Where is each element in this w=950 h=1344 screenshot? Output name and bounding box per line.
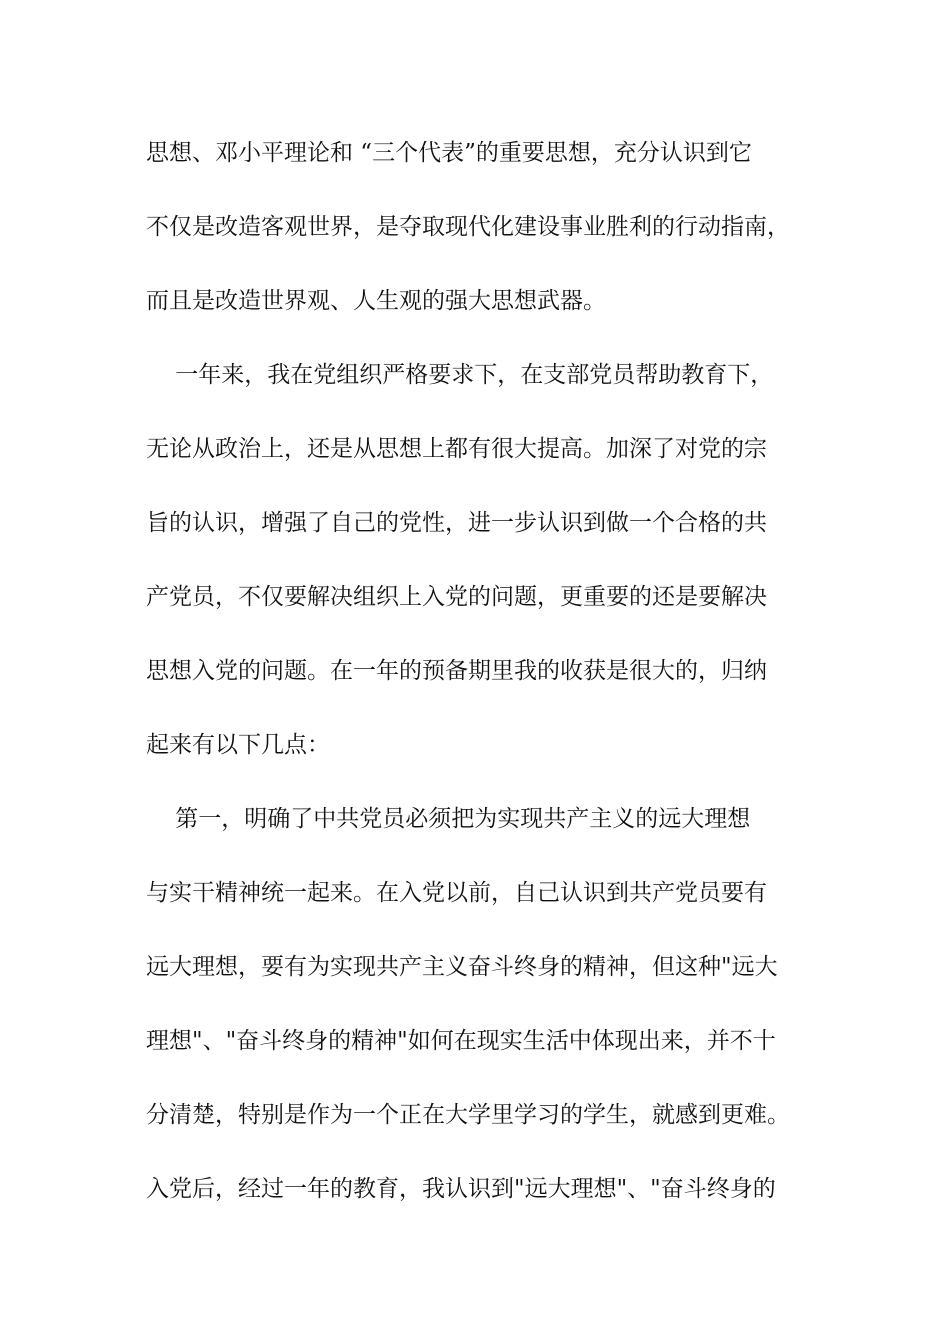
text-line-9: 起来有以下几点： <box>146 732 330 758</box>
text-line-4: 一年来，我在党组织严格要求下，在支部党员帮助教育下， <box>146 362 774 388</box>
text-line-12: 远大理想，要有为实现共产主义奋斗终身的精神，但这种"远大 <box>146 954 778 980</box>
text-line-10: 第一，明确了中共党员必须把为实现共产主义的远大理想 <box>146 806 751 832</box>
text-line-15: 入党后，经过一年的教育，我认识到"远大理想"、"奋斗终身的 <box>146 1176 776 1202</box>
text-line-6: 旨的认识，增强了自己的党性，进一步认识到做一个合格的共 <box>146 510 767 536</box>
text-line-8: 思想入党的问题。在一年的预备期里我的收获是很大的，归纳 <box>146 658 767 684</box>
text-line-1: 思想、邓小平理论和 “三个代表”的重要思想，充分认识到它 <box>146 140 752 166</box>
text-line-14: 分清楚，特别是作为一个正在大学里学习的学生，就感到更难。 <box>146 1102 790 1128</box>
document-body <box>146 130 818 1240</box>
text-line-11: 与实干精神统一起来。在入党以前，自己认识到共产党员要有 <box>146 880 767 906</box>
text-line-2: 不仅是改造客观世界，是夺取现代化建设事业胜利的行动指南， <box>146 214 790 240</box>
text-line-13: 理想"、"奋斗终身的精神"如何在现实生活中体现出来，并不十 <box>146 1028 776 1054</box>
text-line-7: 产党员，不仅要解决组织上入党的问题，更重要的还是要解决 <box>146 584 767 610</box>
text-line-3: 而且是改造世界观、人生观的强大思想武器。 <box>146 288 606 314</box>
text-line-5: 无论从政治上，还是从思想上都有很大提高。加深了对党的宗 <box>146 436 767 462</box>
